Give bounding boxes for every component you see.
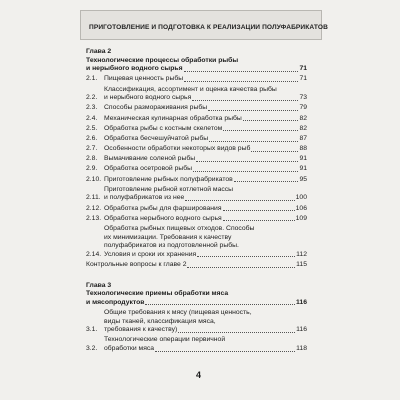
toc-entry-number: 2.10.: [86, 175, 102, 183]
toc-entry-page: 82: [299, 114, 307, 122]
page-number: 4: [196, 370, 202, 380]
toc-entry[interactable]: [86, 176, 307, 185]
chapter-2-title: Технологические процессы обработки рыбы и нерыбного водного сырья 71: [86, 56, 307, 73]
toc-entry[interactable]: [86, 104, 307, 113]
toc-entry-page: 91: [299, 155, 307, 163]
leader-dots: [184, 81, 298, 82]
toc-entry-number: 2.5.: [86, 124, 98, 132]
toc-entry-text: Особенности обработки некоторых видов рыб: [104, 145, 251, 153]
toc-entry[interactable]: [86, 205, 307, 214]
leader-dots: [187, 267, 295, 268]
toc-entry-number: 2.11.: [86, 194, 101, 202]
toc-entry[interactable]: [86, 155, 307, 164]
toc-entry-text: Условия и сроки их хранения: [104, 250, 197, 258]
toc-entry-number: 2.13.: [86, 214, 102, 222]
toc-entry[interactable]: [86, 309, 307, 335]
toc-entry-text: обработки мяса: [104, 344, 155, 352]
toc-entry-text: Вымачивание соленой рыбы: [104, 155, 196, 163]
toc-entry[interactable]: [86, 186, 307, 203]
leader-dots: [234, 181, 299, 182]
leader-dots: [223, 130, 298, 131]
toc-entry-page: 109: [295, 214, 307, 222]
toc-entry-number: 3.2.: [86, 344, 98, 352]
chapter-3-entries: [86, 309, 307, 355]
toc-entry-page: 79: [299, 104, 307, 112]
leader-dots: [145, 304, 295, 305]
toc-entry-text: Механическая кулинарная обработка рыбы: [104, 114, 242, 122]
toc-entry-page: 82: [299, 124, 307, 132]
control-questions-entry[interactable]: Контрольные вопросы к главе 2 115: [86, 260, 307, 268]
toc-entry-page: 112: [296, 250, 307, 258]
running-header: [80, 10, 328, 40]
toc-entry-number: 2.1.: [86, 75, 98, 83]
leader-dots: [197, 256, 295, 257]
toc-entry-text: Приготовление рыбных полуфабрикатов: [104, 175, 233, 183]
toc-entry-text: их минимизации. Требования к качеству: [104, 233, 232, 241]
leader-dots: [155, 351, 295, 352]
leader-dots: [192, 100, 298, 101]
toc-entry-text: и нерыбного водного сырья: [104, 94, 192, 102]
toc-entry-page: 116: [296, 326, 307, 334]
toc-entry-number: 2.4.: [86, 114, 98, 122]
toc-entry-number: 2.6.: [86, 134, 98, 142]
leader-dots: [223, 220, 295, 221]
leader-dots: [251, 151, 298, 152]
toc-entry[interactable]: [86, 225, 307, 259]
toc-entry-text: Обработка рыбы с костным скелетом: [104, 124, 223, 132]
chapter-3-label: Глава 3: [86, 281, 112, 289]
toc-entry-text: Классификация, ассортимент и оценка качества рыбы: [104, 85, 277, 93]
toc-entry-page: 87: [299, 134, 307, 142]
toc-entry-text: Приготовление рыбной котлетной массы: [104, 185, 234, 193]
toc-entry-page: 100: [295, 194, 307, 202]
toc-entry-page: 71: [299, 75, 307, 83]
toc-entry[interactable]: [86, 75, 307, 84]
toc-entry-number: 2.3.: [86, 104, 98, 112]
toc-entry[interactable]: [86, 145, 307, 154]
toc-entry[interactable]: [86, 115, 307, 124]
leader-dots: [193, 171, 298, 172]
toc-entry-page: 95: [299, 175, 307, 183]
leader-dots: [209, 141, 298, 142]
toc-entry[interactable]: [86, 125, 307, 134]
toc-entry[interactable]: [86, 165, 307, 174]
toc-entry-number: 2.9.: [86, 165, 98, 173]
toc-entry-text: виды тканей, классификация мяса,: [104, 317, 216, 325]
toc-entry-text: Обработка рыбы для фарширования: [104, 204, 222, 212]
toc-entry[interactable]: [86, 336, 307, 353]
toc-entry-number: 3.1.: [86, 326, 98, 334]
leader-dots: [223, 210, 295, 211]
toc-entry-text: Способы размораживания рыбы: [104, 104, 208, 112]
toc-entry-text: Обработка бесчешуйчатой рыбы: [104, 134, 209, 142]
chapter-3-page: 116: [296, 298, 307, 306]
leader-dots: [196, 161, 298, 162]
chapter-3-title: Технологические приемы обработки мяса и мясопродуктов 116: [86, 290, 307, 306]
toc-entry[interactable]: [86, 86, 307, 103]
toc-entry-page: 88: [299, 145, 307, 153]
toc-entry-text: Общие требования к мясу (пищевая ценность,: [104, 308, 252, 316]
leader-dots: [185, 200, 294, 201]
toc-entry-text: требования к качеству): [104, 326, 178, 334]
leader-dots: [208, 110, 298, 111]
leader-dots: [178, 332, 295, 333]
toc-entry-text: Обработка нерыбного водного сырья: [104, 214, 222, 222]
toc-entry-page: 73: [299, 94, 307, 102]
toc-entry-text: полуфабрикатов из подготовленной рыбы.: [104, 242, 239, 250]
toc-entry-number: 2.8.: [86, 155, 98, 163]
toc-entry-number: 2.7.: [86, 145, 98, 153]
toc-entry-text: и полуфабрикатов из нее: [104, 194, 185, 202]
chapter-2-label: Глава 2: [86, 48, 112, 55]
toc-entry-page: 106: [295, 204, 307, 212]
toc-entry-text: Обработка рыбных пищевых отходов. Способы: [104, 225, 255, 232]
toc-entry-number: 2.12.: [86, 204, 102, 212]
toc-entry-number: 2.2.: [86, 94, 98, 102]
chapter-2-entries: [86, 75, 307, 261]
toc-entry-text: Обработка осетровой рыбы: [104, 165, 193, 173]
leader-dots: [243, 120, 299, 121]
toc-entry-text: Технологические операции первичной: [104, 336, 226, 344]
toc-entry[interactable]: [86, 215, 307, 224]
leader-dots: [184, 71, 299, 72]
toc-entry-text: Пищевая ценность рыбы: [104, 75, 184, 83]
toc-entry[interactable]: [86, 135, 307, 144]
table-of-contents: [86, 48, 307, 355]
running-header-title: ПРИГОТОВЛЕНИЕ И ПОДГОТОВКА К РЕАЛИЗАЦИИ ПОЛУФАБРИКАТОВ: [89, 24, 328, 31]
toc-entry-page: 91: [299, 165, 307, 173]
toc-entry-number: 2.14.: [86, 250, 102, 258]
chapter-2-page: 71: [299, 65, 307, 73]
toc-entry-page: 118: [296, 344, 307, 352]
